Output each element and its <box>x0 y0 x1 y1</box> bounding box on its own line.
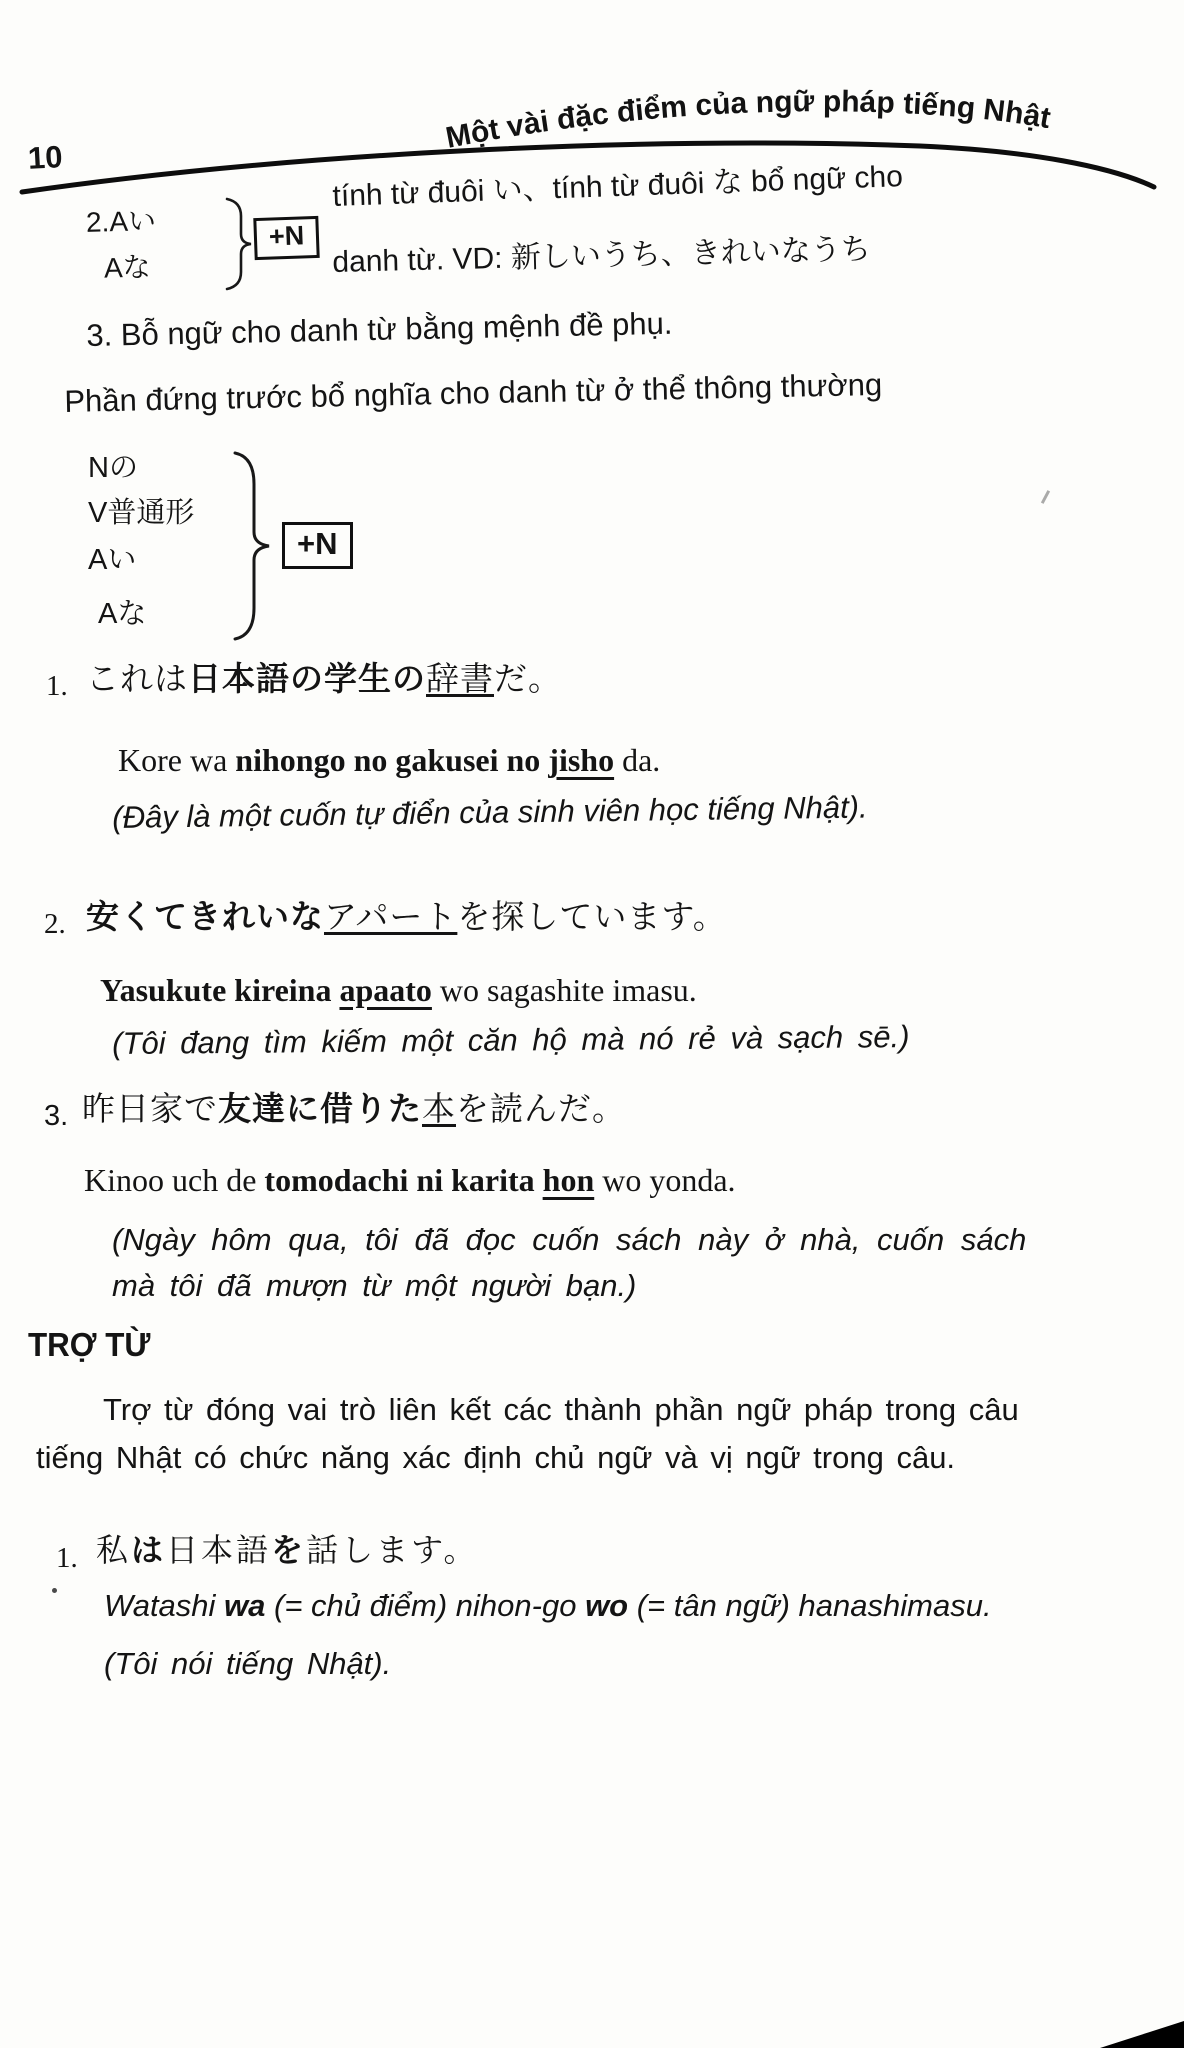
example-translation-line1: (Ngày hôm qua, tôi đã đọc cuốn sách này ở nhà, cuốn sách <box>112 1222 1027 1257</box>
form-a-i: Aい <box>88 544 137 576</box>
paragraph-line1: Trợ từ đóng vai trò liên kết các thành phần ngữ pháp trong câu <box>103 1392 1019 1427</box>
rule2-text-line1: tính từ đuôi い、tính từ đuôi な bổ ngữ cho <box>332 160 904 213</box>
example-translation: (Đây là một cuốn tự điển của sinh viên học tiếng Nhật). <box>112 789 868 835</box>
brace-icon <box>232 450 276 642</box>
example-number: 1. <box>56 1542 78 1574</box>
form-n-no: Nの <box>88 452 138 484</box>
scan-speck <box>52 1588 57 1593</box>
example-japanese: これは日本語の学生の辞書だ。 <box>86 660 562 697</box>
page-number: 10 <box>27 139 64 176</box>
rule2-text-line2: danh từ. VD: 新しいうち、きれいなうち <box>332 232 872 279</box>
example-romaji: Kore wa nihongo no gakusei no jisho da. <box>118 742 661 778</box>
example-translation: (Tôi nói tiếng Nhật). <box>104 1646 392 1681</box>
example-translation: (Tôi đang tìm kiếm một căn hộ mà nó rẻ và sạch sē.) <box>112 1019 910 1061</box>
rule2-form-ana: Aな <box>103 251 152 284</box>
form-v-plain: V普通形 <box>88 497 195 529</box>
example-japanese: 昨日家で友達に借りた本を読んだ。 <box>82 1090 626 1127</box>
rule3-heading: 3. Bỗ ngữ cho danh từ bằng mệnh đề phụ. <box>86 305 673 353</box>
example-romaji: Yasukute kireina apaato wo sagashite imasu. <box>100 972 697 1008</box>
example-number: 3. <box>44 1100 69 1132</box>
plus-n-box: +N <box>282 522 353 569</box>
paragraph-line2: tiếng Nhật có chức năng xác định chủ ngữ và vị ngữ trong câu. <box>36 1440 956 1475</box>
form-a-na: Aな <box>98 598 147 630</box>
example-japanese: 安くてきれいなアパートを探しています。 <box>86 898 727 935</box>
example-translation-line2: mà tôi đã mượn từ một người bạn.) <box>112 1268 637 1303</box>
section-heading-tro-tu: TRỢ TỪ <box>28 1326 151 1363</box>
brace-icon <box>224 196 254 292</box>
rule3-intro: Phần đứng trước bổ nghĩa cho danh từ ở thể thông thường <box>64 366 883 419</box>
running-header-title: Một vài đặc điểm của ngữ pháp tiếng Nhật <box>443 85 1054 155</box>
example-number: 1. <box>46 670 68 702</box>
plus-n-box: +N <box>253 216 320 260</box>
example-number: 2. <box>44 908 66 940</box>
scan-speck <box>1041 490 1050 504</box>
example-romaji: Watashi wa (= chủ điểm) nihon-go wo (= tân ngữ) hanashimasu. <box>104 1588 992 1623</box>
example-japanese: 私は日本語を話します。 <box>96 1532 479 1568</box>
scan-corner-artifact <box>1100 2021 1184 2048</box>
rule2-form-ai: 2.Aい <box>85 205 157 238</box>
example-romaji: Kinoo uch de tomodachi ni karita hon wo yonda. <box>84 1162 736 1198</box>
